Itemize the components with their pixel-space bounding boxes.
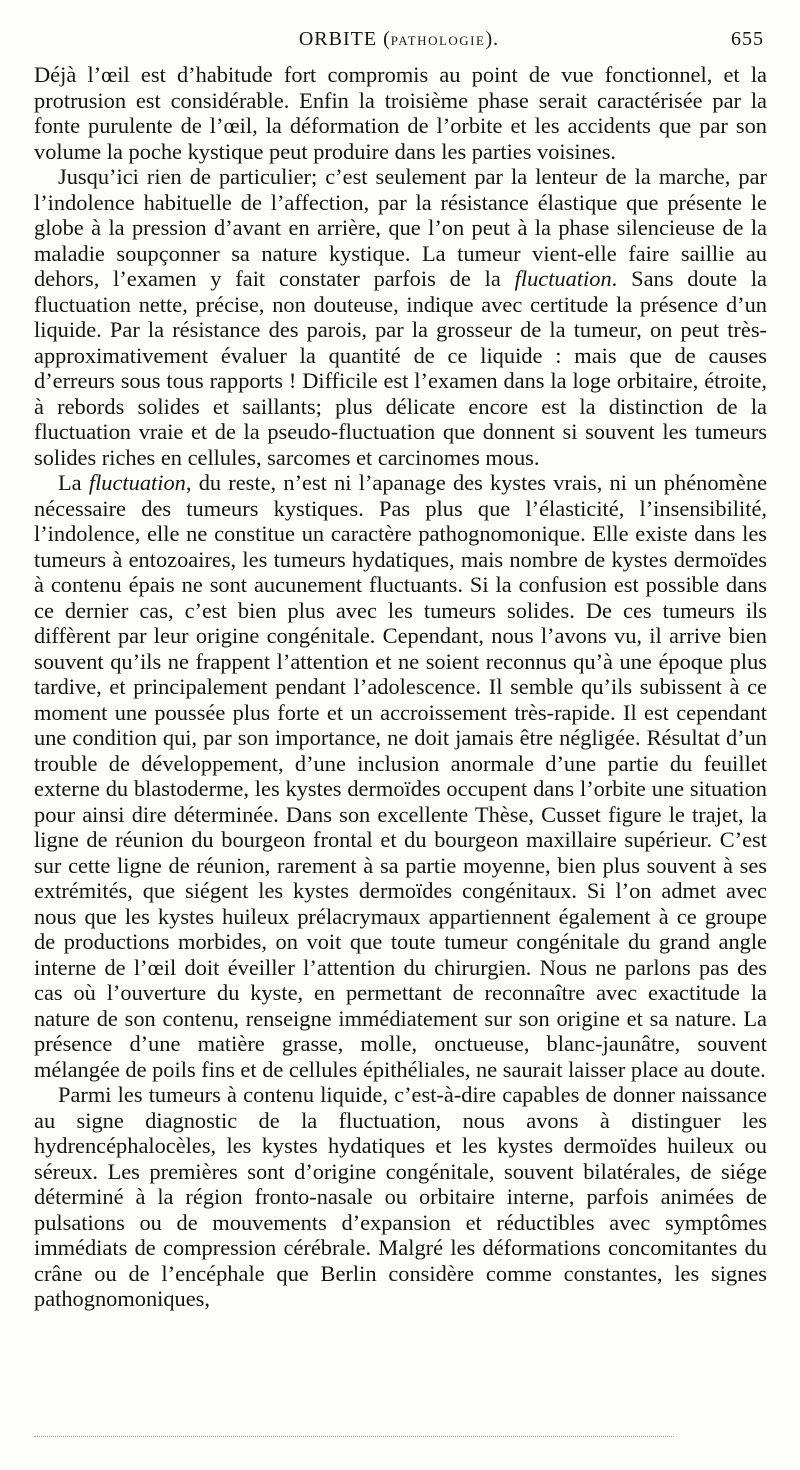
paragraph-3-emphasis: fluctuation [88,470,186,495]
paragraph-2 [34,164,767,470]
paragraph-1: Déjà l’œil est d’habitude fort compromis au point de vue fonctionnel, et la protrusion est considérable. Enfin la troisième phase serait caractérisée par la fonte purulente de l’œil, la déformation de l’orbite et les accidents que par son volume la poche kystique peut produire dans les parties voisines. [34,62,767,164]
paragraph-3 [34,470,767,1082]
paragraph-2-part-a: Jusqu’ici rien de particulier; c’est seulement par la lenteur de la marche, par l’indolence habituelle de l’affection, par la résistance élastique que présente le globe à la pression d’avant en arrière, que l’on peut à la phase silencieuse de la maladie soupçonner sa nature kystique. La tumeur vient-elle faire saillie au dehors, l’examen y fait constater parfois de la [34,164,767,291]
paragraph-2-part-b: . Sans doute la fluctuation nette, précise, non douteuse, indique avec certitude la présence d’un liquide. Par la résistance des parois, par la grosseur de la tumeur, on peut très-approximativement évaluer la quantité de ce liquide : mais que de causes d’erreurs sous tous rapports ! Difficile est l’examen dans la loge orbitaire, étroite, à rebords solides et saillants; plus délicate encore est la distinction de la fluctuation vraie et de la pseudo-fluctuation que donnent si souvent les tumeurs solides riches en cellules, sarcomes et carcinomes mous. [34,266,767,470]
body-text [34,62,767,1312]
running-header [34,28,764,58]
paragraph-3-part-b: , du reste, n’est ni l’apanage des kystes vrais, ni un phénomène nécessaire des tumeurs kystiques. Pas plus que l’élasticité, l’insensibilité, l’indolence, elle ne constitue un caractère pathognomonique. Elle existe dans les tumeurs à entozoaires, les tumeurs hydatiques, mais nombre de kystes dermoïdes à contenu épais ne sont aucunement fluctuants. Si la confusion est possible dans ce dernier cas, c’est bien plus avec les tumeurs solides. De ces tumeurs ils diffèrent par leur origine congénitale. Cependant, nous l’avons vu, il arrive bien souvent qu’ils ne frappent l’attention et ne soient reconnus qu’à une époque plus tardive, et principalement pendant l’adolescence. Il semble qu’ils subissent à ce moment une poussée plus forte et un accroissement très-rapide. Il est cependant une condition qui, par son importance, ne doit jamais être négligée. Résultat d’un trouble de développement, d’une inclusion anormale d’une partie du feuillet externe du blastoderme, les kystes dermoïdes occupent dans l’orbite une situation pour ainsi dire déterminée. Dans son excellente Thèse, Cusset figure le trajet, la ligne de réunion du bourgeon frontal et du bourgeon maxillaire supérieur. C’est sur cette ligne de réunion, rarement à sa partie moyenne, bien plus souvent à ses extrémités, que siégent les kystes dermoïdes congénitaux. Si l’on admet avec nous que les kystes huileux prélacrymaux appartiennent également à ce groupe de productions morbides, on voit que toute tumeur congénitale du grand angle interne de l’œil doit éveiller l’attention du chirurgien. Nous ne parlons pas des cas où l’ouverture du kyste, en permettant de reconnaître avec exactitude la nature de son contenu, renseigne immédiatement sur son origine et sa nature. La présence d’une matière grasse, molle, onctueuse, blanc-jaunâtre, souvent mélangée de poils fins et de cellules épithéliales, ne saurait laisser place au doute. [34,470,768,1082]
header-title: ORBITE [298,28,378,50]
paragraph-2-emphasis: fluctuation [514,266,612,291]
header-subtitle: PATHOLOGIE [390,33,486,48]
paragraph-4: Parmi les tumeurs à contenu liquide, c’est-à-dire capables de donner naissance au signe diagnostic de la fluctuation, nous avons à distinguer les hydrencéphalocèles, les kystes hydatiques et les kystes dermoïdes huileux ou séreux. Les premières sont d’origine congénitale, souvent bilatérales, de siége déterminé à la région fronto-nasale ou orbitaire interne, parfois animées de pulsations ou de mouvements d’expansion et réductibles avec symptômes immédiats de compression cérébrale. Malgré les déformations concomitantes du crâne ou de l’encéphale que Berlin considère comme constantes, les signes pathognomoniques, [34,1082,767,1311]
footer-rule [34,1436,674,1437]
header-title-line: ORBITE (PATHOLOGIE). [298,28,500,50]
paragraph-3-part-a: La [58,470,89,495]
page-number: 655 [731,28,764,50]
